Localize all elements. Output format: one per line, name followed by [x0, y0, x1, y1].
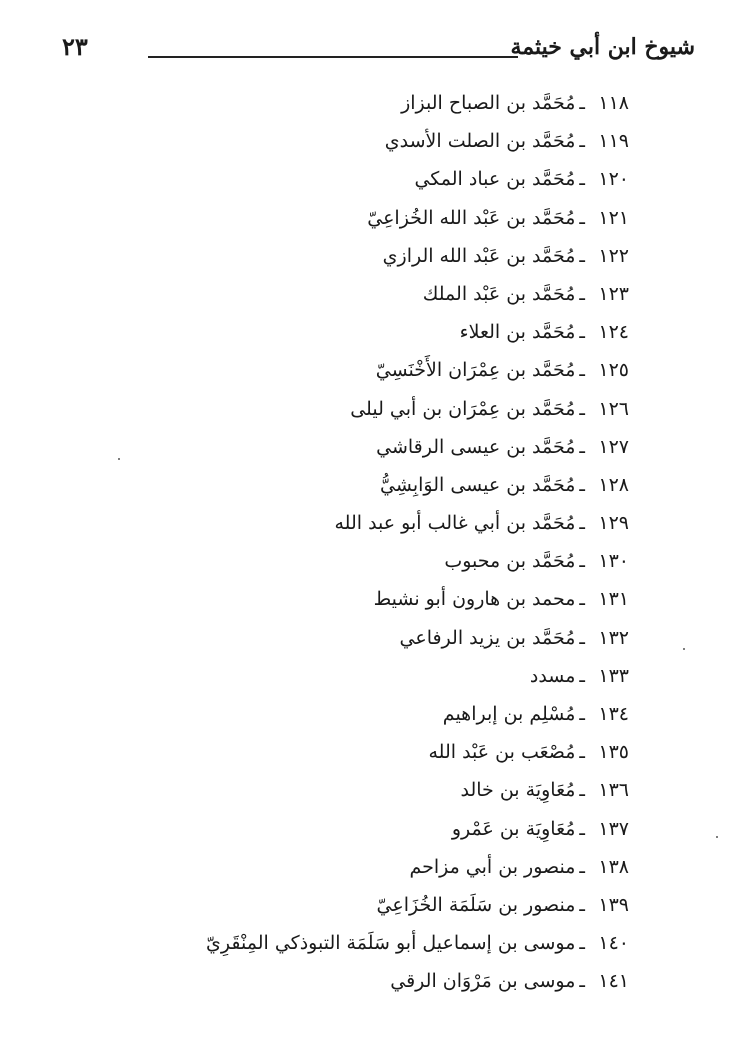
entry-dash: ـ — [579, 92, 585, 114]
entry-dash: ـ — [579, 741, 585, 764]
list-item — [129, 466, 629, 504]
list-item — [129, 619, 629, 657]
entry-dash: ـ — [579, 817, 585, 840]
entry-name: مُعَاوِيَة بن عَمْرو — [451, 817, 576, 840]
entry-number: ١٤١ — [598, 970, 629, 993]
list-item — [129, 428, 629, 466]
entry-number: ١٤٠ — [598, 932, 629, 955]
entry-name: مُحَمَّد بن عَبْد الملك — [422, 282, 576, 305]
entry-dash: ـ — [579, 550, 585, 573]
entry-dash: ـ — [579, 168, 585, 191]
list-item — [129, 657, 629, 695]
entry-name: مُحَمَّد بن عيسى الوَابِشِيُّ — [380, 473, 576, 496]
entry-dash: ـ — [579, 435, 585, 458]
entry-dash: ـ — [579, 359, 585, 382]
entry-name: مُحَمَّد بن عِمْرَان الأَخْنَسِيّ — [375, 359, 576, 382]
running-title: شيوخ ابن أبي خيثمة — [510, 34, 695, 60]
entry-name: مُحَمَّد بن عباد المكي — [414, 168, 576, 191]
entry-name: مُحَمَّد بن العلاء — [459, 321, 576, 344]
entry-number: ١٢١ — [598, 206, 629, 229]
entry-number: ١٣٠ — [598, 550, 629, 573]
entry-name: مُحَمَّد بن عيسى الرقاشي — [376, 435, 576, 458]
entry-name: مُحَمَّد بن عَبْد الله الرازي — [382, 244, 576, 267]
entry-number: ١٢٣ — [598, 282, 629, 305]
entry-number: ١٣٤ — [598, 703, 629, 725]
list-item — [129, 122, 629, 160]
list-item — [129, 275, 629, 313]
entry-dash: ـ — [579, 130, 585, 153]
entry-number: ١٢٠ — [598, 168, 629, 191]
entry-number: ١٢٥ — [598, 359, 629, 382]
page-number: ٢٣ — [62, 32, 88, 61]
entry-dash: ـ — [579, 855, 585, 878]
scan-speck — [716, 836, 718, 838]
list-item — [129, 810, 629, 848]
list-item — [129, 237, 629, 275]
entry-name: مُحَمَّد بن الصلت الأسدي — [384, 130, 576, 153]
scan-speck — [683, 648, 685, 650]
entry-dash: ـ — [579, 932, 585, 955]
list-item — [129, 733, 629, 771]
entry-dash: ـ — [579, 244, 585, 267]
entry-dash: ـ — [579, 703, 585, 725]
entry-number: ١٢٦ — [598, 397, 629, 420]
entry-number: ١١٨ — [598, 92, 629, 114]
entry-dash: ـ — [579, 626, 585, 649]
entry-number: ١١٩ — [598, 130, 629, 153]
entry-name: منصور بن أبي مزاحم — [409, 855, 576, 878]
entry-dash: ـ — [579, 321, 585, 344]
entry-dash: ـ — [579, 512, 585, 535]
entry-dash: ـ — [579, 282, 585, 305]
entry-list — [129, 84, 629, 1001]
entry-number: ١٣٧ — [598, 817, 629, 840]
header-rule — [148, 56, 518, 58]
entry-name: مسدد — [529, 664, 576, 687]
entry-name: موسى بن مَرْوَان الرقي — [390, 970, 576, 993]
entry-number: ١٢٤ — [598, 321, 629, 344]
entry-name: مُحَمَّد بن عِمْرَان بن أبي ليلى — [350, 397, 576, 420]
entry-name: مُحَمَّد بن محبوب — [444, 550, 576, 573]
entry-name: محمد بن هارون أبو نشيط — [373, 588, 576, 611]
list-item — [129, 695, 629, 733]
list-item — [129, 504, 629, 542]
list-item — [129, 848, 629, 886]
list-item — [129, 313, 629, 351]
entry-dash: ـ — [579, 664, 585, 687]
entry-dash: ـ — [579, 893, 585, 916]
entry-dash: ـ — [579, 397, 585, 420]
list-item — [129, 962, 629, 1000]
entry-name: مُعَاوِيَة بن خالد — [460, 779, 576, 802]
list-item — [129, 542, 629, 580]
list-item — [129, 886, 629, 924]
entry-name: مُحَمَّد بن الصباح البزاز — [401, 92, 576, 114]
list-item — [129, 580, 629, 618]
list-item — [129, 351, 629, 389]
entry-number: ١٣٣ — [598, 664, 629, 687]
entry-name: مُحَمَّد بن أبي غالب أبو عبد الله — [334, 512, 576, 535]
entry-number: ١٢٨ — [598, 473, 629, 496]
entry-name: مُسْلِم بن إبراهيم — [442, 703, 576, 725]
list-item — [129, 199, 629, 237]
list-item — [129, 924, 629, 962]
list-item — [129, 771, 629, 809]
list-item — [129, 390, 629, 428]
entry-number: ١٣١ — [598, 588, 629, 611]
entry-name: مُحَمَّد بن عَبْد الله الخُزاعِيّ — [367, 206, 576, 229]
page-header — [40, 30, 695, 70]
list-item — [129, 84, 629, 122]
entry-number: ١٣٢ — [598, 626, 629, 649]
entry-number: ١٢٧ — [598, 435, 629, 458]
entry-dash: ـ — [579, 970, 585, 993]
entry-number: ١٣٦ — [598, 779, 629, 802]
entry-number: ١٢٢ — [598, 244, 629, 267]
entry-dash: ـ — [579, 206, 585, 229]
entry-dash: ـ — [579, 588, 585, 611]
entry-name: موسى بن إسماعيل أبو سَلَمَة التبوذكي المِنْقَرِيّ — [206, 932, 576, 955]
entry-name: مُصْعَب بن عَبْد الله — [428, 741, 576, 764]
scan-speck — [118, 458, 120, 460]
list-item — [129, 160, 629, 198]
entry-dash: ـ — [579, 473, 585, 496]
entry-dash: ـ — [579, 779, 585, 802]
entry-number: ١٣٨ — [598, 855, 629, 878]
entry-number: ١٢٩ — [598, 512, 629, 535]
entry-number: ١٣٥ — [598, 741, 629, 764]
entry-number: ١٣٩ — [598, 893, 629, 916]
entry-name: منصور بن سَلَمَة الخُزَاعِيّ — [376, 893, 576, 916]
entry-name: مُحَمَّد بن يزيد الرفاعي — [399, 626, 576, 649]
